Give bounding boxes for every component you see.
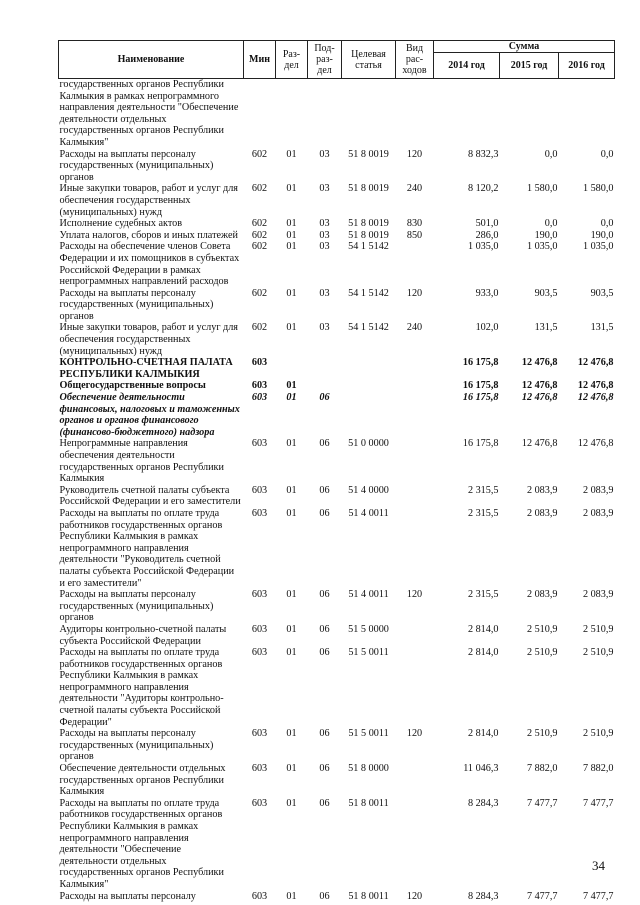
cell-vr: 120 (406, 589, 423, 601)
cell-rz: 01 (286, 218, 297, 230)
cell-s2015: 0,0 (544, 148, 558, 160)
cell-min: 602 (251, 229, 268, 241)
table-row (59, 357, 615, 380)
header-target (342, 41, 396, 79)
cell-s2016: 12 476,8 (577, 380, 614, 392)
cell-s2015: 2 083,9 (526, 484, 558, 496)
cell-min: 602 (251, 287, 268, 299)
cell-name: КОНТРОЛЬНО-СЧЕТНАЯ ПАЛАТА РЕСПУБЛИКИ КАЛМЫКИЯ (59, 357, 233, 380)
cell-pr (308, 380, 342, 392)
cell-s2016: 2 083,9 (582, 507, 614, 519)
header-vid-text: Вид рас- ходов (402, 43, 427, 76)
cell-s2015: 1 580,0 (526, 183, 558, 195)
cell-cs: 51 5 0011 (348, 728, 389, 740)
cell-name: Расходы на выплаты по оплате труда работников государственных органов Республики Калмыкия в рамках непрограммного направления деятельности "Обеспечение деятельности отдельных государственных органов Республики Калмыкия" (59, 797, 224, 890)
cell-vr: 240 (406, 183, 423, 195)
cell-pr: 03 (319, 218, 330, 230)
cell-name: Общегосударственные вопросы (59, 380, 206, 392)
cell-name: Расходы на выплаты персоналу государственных (муниципальных) органов (59, 589, 214, 624)
cell-s2016: 190,0 (590, 229, 614, 241)
cell-s2015: 2 510,9 (526, 623, 558, 635)
cell-cs: 51 4 0011 (348, 589, 389, 601)
cell-cs (342, 357, 396, 380)
cell-rz: 01 (286, 287, 297, 299)
cell-pr: 06 (319, 507, 330, 519)
table-row (59, 392, 615, 438)
cell-s2014: 2 814,0 (467, 647, 499, 659)
cell-s2015: 2 083,9 (526, 589, 558, 601)
cell-s2016: 2 083,9 (582, 589, 614, 601)
cell-pr: 03 (319, 148, 330, 160)
cell-name: Аудиторы контрольно-счетной палаты субъекта Российской Федерации (59, 623, 227, 647)
header-2016: 2016 год (559, 53, 615, 79)
cell-cs: 54 1 5142 (348, 241, 389, 253)
header-min: Мин (244, 41, 276, 79)
cell-min (244, 79, 276, 149)
cell-name: Расходы на обеспечение членов Совета Федерации и их помощников в субъектах Российской Федерации в рамках непрограммных направлений расходов (59, 241, 240, 288)
cell-pr: 06 (319, 589, 330, 601)
cell-rz: 01 (286, 322, 297, 334)
cell-cs: 51 4 0000 (348, 484, 389, 496)
cell-s2016: 1 580,0 (582, 183, 614, 195)
cell-cs: 51 8 0011 (348, 797, 389, 809)
table-row (59, 508, 615, 589)
cell-s2016: 7 882,0 (582, 763, 614, 775)
cell-s2014: 8 120,2 (467, 183, 499, 195)
cell-pr: 06 (319, 392, 330, 404)
header-name: Наименование (59, 41, 244, 79)
cell-vr: 830 (406, 218, 423, 230)
cell-s2016 (559, 79, 615, 149)
cell-min: 603 (251, 647, 268, 659)
cell-s2015: 7 882,0 (526, 763, 558, 775)
cell-name: Расходы на выплаты персоналу государственных (муниципальных) органов (59, 287, 214, 322)
cell-name: Иные закупки товаров, работ и услуг для обеспечения государственных (муниципальных) нужд (59, 322, 238, 357)
cell-rz: 01 (286, 623, 297, 635)
table-row (59, 230, 615, 242)
cell-pr (308, 79, 342, 149)
cell-s2015: 7 477,7 (526, 797, 558, 809)
table-row (59, 485, 615, 508)
cell-cs (342, 380, 396, 392)
cell-s2015: 12 476,8 (521, 380, 558, 392)
cell-min: 603 (251, 438, 268, 450)
table-row (59, 728, 615, 763)
cell-cs: 54 1 5142 (348, 287, 389, 299)
budget-table (58, 40, 615, 902)
cell-pr: 06 (319, 890, 330, 902)
cell-s2014: 501,0 (475, 218, 499, 230)
cell-name: Исполнение судебных актов (59, 218, 183, 230)
cell-vr (396, 763, 434, 798)
cell-s2014: 16 175,8 (462, 392, 499, 404)
cell-s2014: 102,0 (475, 322, 499, 334)
table-row (59, 288, 615, 323)
cell-vr: 120 (406, 287, 423, 299)
cell-s2016: 2 510,9 (582, 728, 614, 740)
cell-cs (342, 79, 396, 149)
cell-min: 602 (251, 183, 268, 195)
cell-name: Уплата налогов, сборов и иных платежей (59, 229, 238, 241)
cell-s2016: 12 476,8 (577, 357, 614, 369)
cell-rz: 01 (286, 380, 297, 392)
cell-s2014: 16 175,8 (462, 380, 499, 392)
cell-min: 602 (251, 241, 268, 253)
header-target-text: Целевая статья (351, 48, 386, 71)
cell-s2015: 2 510,9 (526, 728, 558, 740)
cell-s2016: 12 476,8 (577, 438, 614, 450)
cell-cs (342, 392, 396, 438)
cell-s2016: 131,5 (590, 322, 614, 334)
table-row (59, 647, 615, 728)
cell-min: 603 (251, 623, 268, 635)
cell-pr: 06 (319, 484, 330, 496)
cell-s2014: 1 035,0 (467, 241, 499, 253)
cell-name: государственных органов Республики Калмыкия в рамках непрограммного направления деятельности "Обеспечение деятельности отдельных государственных органов Республики Калмыкия" (59, 79, 239, 148)
table-row (59, 149, 615, 184)
cell-vr (396, 647, 434, 728)
table-row (59, 218, 615, 230)
cell-name: Расходы на выплаты персоналу (59, 890, 196, 902)
cell-s2014: 8 284,3 (467, 797, 499, 809)
cell-min: 603 (251, 380, 268, 392)
cell-cs: 51 8 0019 (348, 183, 389, 195)
header-vid (396, 41, 434, 79)
cell-vr (396, 79, 434, 149)
cell-rz: 01 (286, 890, 297, 902)
cell-s2015: 12 476,8 (521, 392, 558, 404)
table-header (59, 41, 615, 79)
cell-s2016: 2 510,9 (582, 647, 614, 659)
cell-cs: 51 5 0011 (348, 647, 389, 659)
table-row (59, 183, 615, 218)
cell-pr: 06 (319, 797, 330, 809)
cell-s2014: 16 175,8 (462, 438, 499, 450)
cell-cs: 51 8 0019 (348, 229, 389, 241)
cell-s2016: 12 476,8 (577, 392, 614, 404)
cell-s2016: 0,0 (600, 218, 614, 230)
cell-vr (396, 485, 434, 508)
cell-s2015: 0,0 (544, 218, 558, 230)
table-row (59, 589, 615, 624)
cell-min: 603 (251, 392, 268, 404)
cell-vr (396, 357, 434, 380)
cell-pr: 06 (319, 647, 330, 659)
cell-name: Расходы на выплаты персоналу государственных (муниципальных) органов (59, 728, 214, 763)
cell-vr (396, 624, 434, 647)
cell-rz: 01 (286, 728, 297, 740)
cell-pr: 03 (319, 287, 330, 299)
cell-min: 602 (251, 218, 268, 230)
cell-pr (308, 357, 342, 380)
header-summa: Сумма (434, 41, 615, 53)
cell-name: Руководитель счетной палаты субъекта Российской Федерации и его заместители (59, 484, 241, 508)
cell-rz: 01 (286, 507, 297, 519)
cell-s2015: 190,0 (534, 229, 558, 241)
cell-s2016: 0,0 (600, 148, 614, 160)
cell-rz: 01 (286, 229, 297, 241)
cell-rz: 01 (286, 241, 297, 253)
cell-rz: 01 (286, 647, 297, 659)
cell-vr: 120 (406, 890, 423, 902)
cell-s2014 (434, 79, 500, 149)
cell-cs: 51 4 0011 (348, 507, 389, 519)
table-row (59, 763, 615, 798)
cell-s2015: 2 083,9 (526, 507, 558, 519)
cell-name: Непрограммные направления обеспечения деятельности государственных органов Республики Калмыкия (59, 438, 224, 485)
header-podrazdel-text: Под- раз- дел (314, 43, 335, 76)
cell-min: 602 (251, 148, 268, 160)
table-row (59, 241, 615, 287)
cell-s2016: 2 510,9 (582, 623, 614, 635)
cell-name: Расходы на выплаты по оплате труда работников государственных органов Республики Калмыкия в рамках непрограммного направления деятельности "Аудиторы контрольно-счетной палаты субъекта Российской Федерации" (59, 647, 224, 728)
cell-s2014: 933,0 (475, 287, 499, 299)
cell-vr (396, 508, 434, 589)
cell-min: 603 (251, 763, 268, 775)
cell-s2015: 2 510,9 (526, 647, 558, 659)
cell-min: 603 (251, 357, 268, 369)
header-razdel-text: Раз- дел (282, 48, 301, 71)
cell-vr: 120 (406, 148, 423, 160)
cell-min: 603 (251, 589, 268, 601)
cell-vr: 120 (406, 728, 423, 740)
cell-s2015: 12 476,8 (521, 357, 558, 369)
cell-min: 603 (251, 484, 268, 496)
cell-min: 603 (251, 728, 268, 740)
cell-rz (276, 357, 308, 380)
cell-vr (396, 392, 434, 438)
cell-cs: 51 8 0019 (348, 148, 389, 160)
cell-s2014: 2 315,5 (467, 484, 499, 496)
cell-min: 603 (251, 507, 268, 519)
cell-name: Иные закупки товаров, работ и услуг для обеспечения государственных (муниципальных) нужд (59, 183, 238, 218)
cell-cs: 51 5 0000 (348, 623, 389, 635)
cell-pr: 06 (319, 438, 330, 450)
cell-rz: 01 (286, 589, 297, 601)
cell-s2014: 2 315,5 (467, 507, 499, 519)
cell-pr: 03 (319, 241, 330, 253)
table-body (59, 79, 615, 903)
cell-name: Расходы на выплаты персоналу государственных (муниципальных) органов (59, 148, 214, 183)
cell-min: 602 (251, 322, 268, 334)
cell-vr (396, 438, 434, 484)
cell-s2016: 903,5 (590, 287, 614, 299)
cell-s2014: 8 832,3 (467, 148, 499, 160)
cell-s2015: 131,5 (534, 322, 558, 334)
cell-s2015: 903,5 (534, 287, 558, 299)
cell-vr: 240 (406, 322, 423, 334)
cell-s2014: 11 046,3 (463, 763, 499, 775)
cell-vr: 850 (406, 229, 423, 241)
cell-rz: 01 (286, 763, 297, 775)
cell-s2015: 7 477,7 (526, 890, 558, 902)
table-row (59, 380, 615, 392)
cell-pr: 06 (319, 623, 330, 635)
table-row (59, 79, 615, 149)
cell-cs: 51 8 0019 (348, 218, 389, 230)
cell-cs: 51 8 0000 (348, 763, 389, 775)
cell-s2014: 2 315,5 (467, 589, 499, 601)
cell-rz: 01 (286, 438, 297, 450)
table-row (59, 891, 615, 903)
cell-rz: 01 (286, 797, 297, 809)
cell-rz: 01 (286, 392, 297, 404)
cell-vr (396, 241, 434, 287)
cell-pr: 06 (319, 728, 330, 740)
cell-min: 603 (251, 797, 268, 809)
cell-s2014: 8 284,3 (467, 890, 499, 902)
cell-min: 603 (251, 890, 268, 902)
page-number: 34 (592, 858, 605, 873)
cell-pr: 03 (319, 229, 330, 241)
cell-s2015: 12 476,8 (521, 438, 558, 450)
header-razdel (276, 41, 308, 79)
cell-name: Расходы на выплаты по оплате труда работников государственных органов Республики Калмыкия в рамках непрограммного направления деятельности "Руководитель счетной палаты субъекта Российской Федерации и его заместители" (59, 507, 235, 589)
cell-s2016: 2 083,9 (582, 484, 614, 496)
table-row (59, 624, 615, 647)
cell-rz: 01 (286, 484, 297, 496)
header-2014: 2014 год (434, 53, 500, 79)
cell-pr: 03 (319, 183, 330, 195)
cell-name: Обеспечение деятельности финансовых, налоговых и таможенных органов и органов финансового (финансово-бюджетного) надзора (59, 392, 240, 438)
cell-name: Обеспечение деятельности отдельных государственных органов Республики Калмыкия (59, 763, 226, 798)
cell-s2014: 16 175,8 (462, 357, 499, 369)
header-podrazdel (308, 41, 342, 79)
cell-s2014: 2 814,0 (467, 623, 499, 635)
cell-s2014: 2 814,0 (467, 728, 499, 740)
cell-rz: 01 (286, 183, 297, 195)
cell-rz (276, 79, 308, 149)
budget-page (58, 40, 614, 902)
table-row (59, 798, 615, 891)
cell-s2015: 1 035,0 (526, 241, 558, 253)
cell-pr: 03 (319, 322, 330, 334)
cell-cs: 51 0 0000 (348, 438, 389, 450)
cell-cs: 54 1 5142 (348, 322, 389, 334)
header-2015: 2015 год (500, 53, 559, 79)
cell-vr (396, 380, 434, 392)
table-row (59, 322, 615, 357)
cell-vr (396, 798, 434, 891)
cell-s2016: 7 477,7 (582, 797, 614, 809)
cell-s2014: 286,0 (475, 229, 499, 241)
cell-cs: 51 8 0011 (348, 890, 389, 902)
cell-s2016: 7 477,7 (582, 890, 614, 902)
cell-rz: 01 (286, 148, 297, 160)
table-row (59, 438, 615, 484)
cell-s2016: 1 035,0 (582, 241, 614, 253)
cell-pr: 06 (319, 763, 330, 775)
cell-s2015 (500, 79, 559, 149)
